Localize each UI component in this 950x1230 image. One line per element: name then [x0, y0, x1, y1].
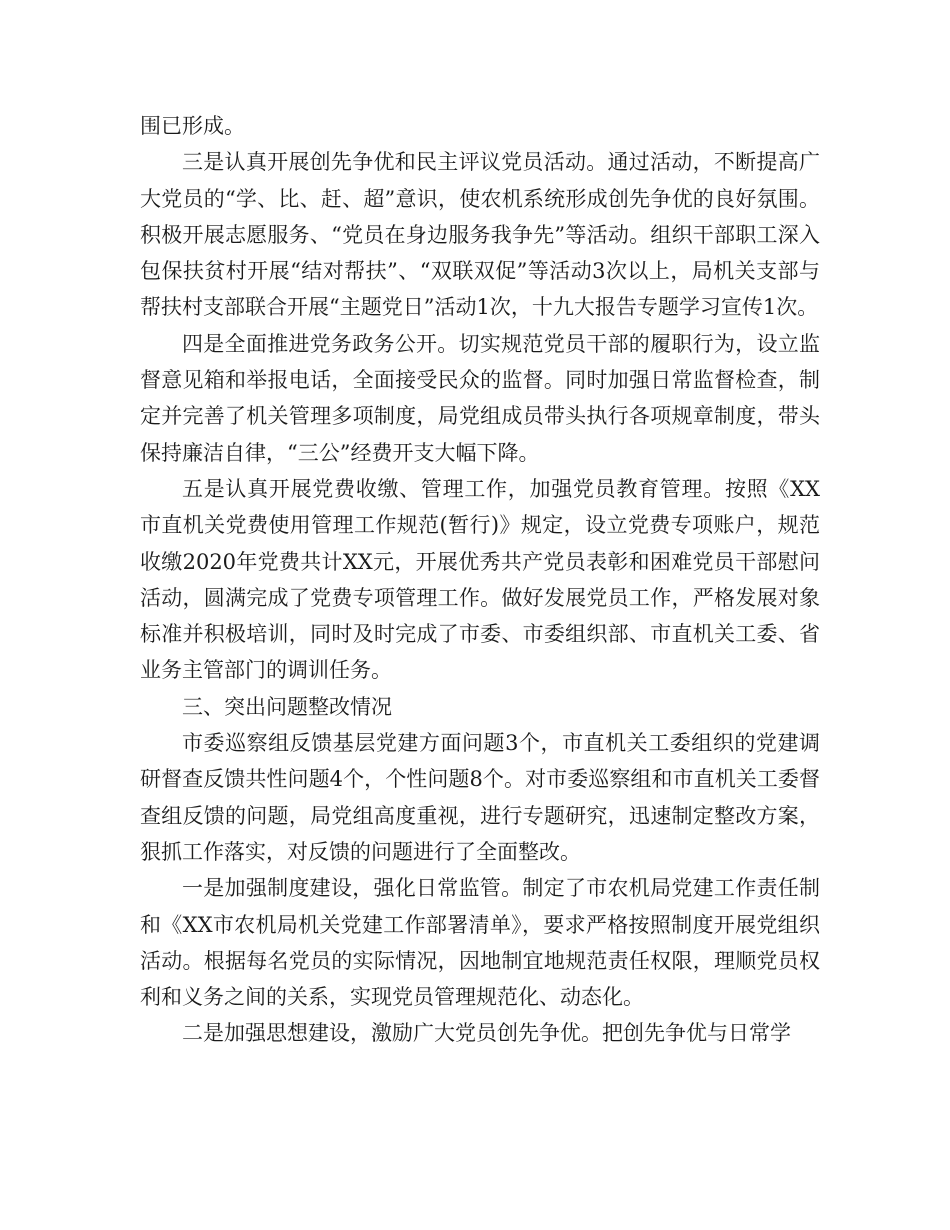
paragraph-party-dues: 五是认真开展党费收缴、管理工作，加强党员教育管理。按照《XX市直机关党费使用管理工作规范(暂行)》规定，设立党费专项账户，规范收缴2020年党费共计XX元，开展优秀共产党员表彰和困难党员干部慰问活动，圆满完成了党费专项管理工作。做好发展党员工作，严格发展对象标准并积极培训，同时及时完成了市委、市委组织部、市直机关工委、省业务主管部门的调训任务。	[140, 476, 820, 683]
paragraph-commendation-activities: 三是认真开展创先争优和民主评议党员活动。通过活动，不断提高广大党员的“学、比、赶、超”意识，使农机系统形成创先争优的良好氛围。积极开展志愿服务、“党员在身边服务我争先”等活动。组织干部职工深入包保扶贫村开展“结对帮扶”、“双联双促”等活动3次以上，局机关支部与帮扶村支部联合开展“主题党日”活动1次，十九大报告专题学习宣传1次。	[140, 150, 820, 320]
paragraph-affairs-openness: 四是全面推进党务政务公开。切实规范党员干部的履职行为，设立监督意见箱和举报电话，全面接受民众的监督。同时加强日常监督检查，制定并完善了机关管理多项制度，局党组成员带头执行各项规章制度，带头保持廉洁自律，“三公”经费开支大幅下降。	[140, 331, 820, 465]
section-heading-rectification: 三、突出问题整改情况	[182, 694, 392, 719]
paragraph-continuation: 围已形成。	[140, 114, 245, 138]
document-body	[140, 108, 820, 1052]
paragraph-ideological-building: 二是加强思想建设，激励广大党员创先争优。把创先争优与日常学	[182, 1021, 791, 1046]
paragraph-system-building: 一是加强制度建设，强化日常监管。制定了市农机局党建工作责任制和《XX市农机局机关党建工作部署清单》，要求严格按照制度开展党组织活动。根据每名党员的实际情况，因地制宜地规范责任权限，理顺党员权利和义务之间的关系，实现党员管理规范化、动态化。	[140, 876, 820, 1010]
paragraph-inspection-feedback: 市委巡察组反馈基层党建方面问题3个，市直机关工委组织的党建调研督查反馈共性问题4个，个性问题8个。对市委巡察组和市直机关工委督查组反馈的问题，局党组高度重视，进行专题研究，迅速制定整改方案，狠抓工作落实，对反馈的问题进行了全面整改。	[140, 731, 820, 864]
